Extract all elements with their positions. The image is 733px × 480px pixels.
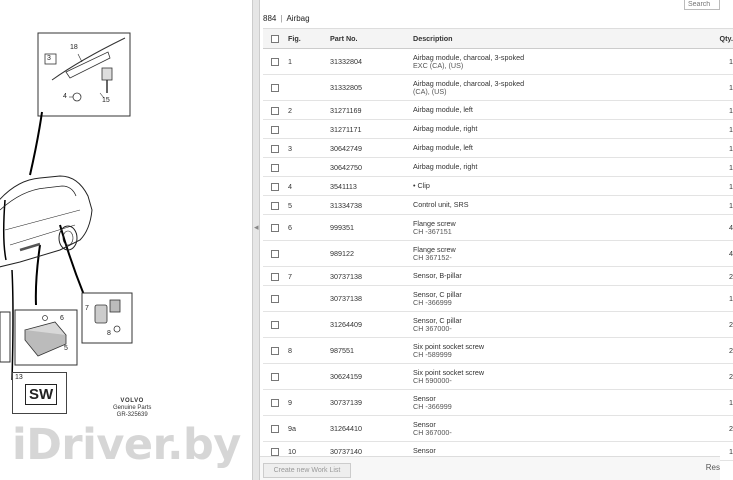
sw-label: SW [25, 384, 57, 405]
row-checkbox[interactable] [271, 58, 279, 66]
cell-qty: 1 [698, 286, 733, 312]
description-condition: EXC (CA), (US) [413, 60, 464, 70]
cell-qty: 2 [698, 267, 733, 286]
table-row[interactable] [263, 215, 733, 241]
cell-description [413, 75, 698, 101]
cell-qty: 1 [698, 196, 733, 215]
header-qty[interactable]: Qty. [698, 29, 733, 49]
description-main: Six point socket screw [413, 341, 485, 351]
description-main: Control unit, SRS [413, 200, 469, 209]
cell-description [413, 416, 698, 442]
cell-qty: 1 [698, 177, 733, 196]
row-checkbox[interactable] [271, 126, 279, 134]
cell-description [413, 215, 698, 241]
cell-fig [288, 312, 330, 338]
cell-description [413, 267, 698, 286]
cell-fig [288, 120, 330, 139]
cell-qty: 1 [698, 49, 733, 75]
description-condition: CH 367152- [413, 252, 452, 262]
row-checkbox[interactable] [271, 295, 279, 303]
callout-3: 3 [47, 55, 51, 62]
callout-18: 18 [70, 44, 78, 51]
cell-fig: 6 [288, 215, 330, 241]
cell-part-no: 30737138 [330, 267, 413, 286]
table-row[interactable] [263, 196, 733, 215]
row-checkbox[interactable] [271, 321, 279, 329]
section-heading [263, 14, 310, 23]
description-condition: CH 367000- [413, 323, 452, 333]
brand-name: VOLVO [120, 398, 144, 404]
cell-qty: 1 [698, 139, 733, 158]
row-checkbox[interactable] [271, 84, 279, 92]
volvo-brand-mark [113, 398, 151, 419]
cell-qty: 2 [698, 312, 733, 338]
cell-qty: 2 [698, 338, 733, 364]
table-row[interactable] [263, 338, 733, 364]
cell-description [413, 390, 698, 416]
parts-table-container[interactable] [263, 28, 733, 456]
table-row[interactable] [263, 416, 733, 442]
description-condition: CH -367151 [413, 226, 452, 236]
cell-fig [288, 364, 330, 390]
cell-fig: 2 [288, 101, 330, 120]
cell-fig: 9a [288, 416, 330, 442]
parts-table [263, 28, 733, 461]
table-row[interactable] [263, 158, 733, 177]
cell-part-no: 30642750 [330, 158, 413, 177]
description-condition: CH 367000- [413, 427, 452, 437]
cell-qty: 4 [698, 215, 733, 241]
description-main: Airbag module, left [413, 143, 473, 152]
header-part-no[interactable]: Part No. [330, 29, 413, 49]
parts-list-pane [260, 0, 733, 480]
row-checkbox[interactable] [271, 347, 279, 355]
row-checkbox[interactable] [271, 399, 279, 407]
table-row[interactable] [263, 241, 733, 267]
description-main: Sensor [413, 419, 436, 429]
table-row[interactable] [263, 364, 733, 390]
description-main: Six point socket screw [413, 367, 485, 377]
parts-diagram[interactable] [0, 0, 252, 480]
callout-5: 5 [64, 345, 68, 352]
section-title: Airbag [286, 14, 310, 23]
row-checkbox[interactable] [271, 448, 279, 456]
row-checkbox[interactable] [271, 224, 279, 232]
cell-part-no: 30624159 [330, 364, 413, 390]
header-description[interactable]: Description [413, 29, 698, 49]
cell-qty: 1 [698, 75, 733, 101]
callout-4: 4 [63, 93, 67, 100]
cell-fig: 9 [288, 390, 330, 416]
create-work-list-button[interactable]: Create new Work List [263, 463, 351, 478]
watermark: iDriver.by [12, 420, 241, 470]
table-row[interactable] [263, 312, 733, 338]
table-row[interactable] [263, 101, 733, 120]
cell-qty: 4 [698, 241, 733, 267]
callout-6: 6 [60, 315, 64, 322]
cell-fig: 3 [288, 139, 330, 158]
row-checkbox[interactable] [271, 373, 279, 381]
cell-description [413, 49, 698, 75]
callout-13: 13 [15, 374, 23, 381]
cell-fig: 1 [288, 49, 330, 75]
select-all-checkbox[interactable] [271, 35, 279, 43]
cell-part-no: 31271171 [330, 120, 413, 139]
table-row[interactable] [263, 49, 733, 75]
description-main: Airbag module, charcoal, 3-spoked [413, 78, 525, 88]
cell-qty: 1 [698, 442, 733, 461]
heading-separator: | [280, 14, 283, 23]
cell-fig: 10 [288, 442, 330, 461]
description-main: Airbag module, right [413, 124, 478, 133]
cell-part-no: 31332805 [330, 75, 413, 101]
table-row[interactable] [263, 177, 733, 196]
cell-fig: 4 [288, 177, 330, 196]
callout-15: 15 [102, 97, 110, 104]
description-main: Sensor [413, 446, 436, 455]
cell-qty: 2 [698, 416, 733, 442]
row-checkbox[interactable] [271, 202, 279, 210]
description-main: Sensor, B-pillar [413, 271, 462, 280]
cell-fig [288, 241, 330, 267]
cell-part-no: 30642749 [330, 139, 413, 158]
cell-fig [288, 286, 330, 312]
table-row[interactable] [263, 139, 733, 158]
cell-description [413, 139, 698, 158]
cell-description [413, 101, 698, 120]
cell-part-no: 999351 [330, 215, 413, 241]
cell-part-no: 30737140 [330, 442, 413, 461]
cell-fig: 5 [288, 196, 330, 215]
description-condition: CH 590000- [413, 375, 452, 385]
row-checkbox[interactable] [271, 164, 279, 172]
cell-qty: 2 [698, 364, 733, 390]
search-input[interactable] [684, 0, 720, 10]
cell-part-no: 31264409 [330, 312, 413, 338]
description-main: Airbag module, left [413, 105, 473, 114]
cell-fig: 8 [288, 338, 330, 364]
description-condition: (CA), (US) [413, 86, 447, 96]
cell-description [413, 338, 698, 364]
row-checkbox[interactable] [271, 250, 279, 258]
description-main: Sensor, C pillar [413, 289, 462, 299]
cell-description [413, 120, 698, 139]
footer-bar [260, 456, 720, 480]
table-row[interactable] [263, 390, 733, 416]
cell-fig [288, 75, 330, 101]
cell-description [413, 286, 698, 312]
cell-part-no: 989122 [330, 241, 413, 267]
cell-qty: 1 [698, 120, 733, 139]
description-main: Airbag module, charcoal, 3-spoked [413, 52, 525, 62]
cell-description [413, 177, 698, 196]
cell-part-no: 30737139 [330, 390, 413, 416]
cell-part-no: 31332804 [330, 49, 413, 75]
cell-description [413, 158, 698, 177]
table-row[interactable] [263, 286, 733, 312]
description-main: Sensor [413, 393, 436, 403]
cell-description [413, 196, 698, 215]
brand-subtitle: Genuine Parts [113, 405, 152, 411]
table-header-row [263, 29, 733, 49]
cell-part-no: 31264410 [330, 416, 413, 442]
row-checkbox[interactable] [271, 145, 279, 153]
cell-qty: 1 [698, 101, 733, 120]
cell-description [413, 312, 698, 338]
section-group-number: 884 [263, 14, 277, 23]
description-main: Flange screw [413, 244, 456, 254]
cell-part-no: 30737138 [330, 286, 413, 312]
cell-part-no: 31334738 [330, 196, 413, 215]
description-main: Airbag module, right [413, 162, 478, 171]
description-main: Sensor, C pillar [413, 315, 462, 325]
callout-7: 7 [85, 305, 89, 312]
pane-splitter[interactable] [252, 0, 260, 480]
diagram-reference: GR-325639 [116, 412, 148, 418]
cell-part-no: 3541113 [330, 177, 413, 196]
cell-description [413, 364, 698, 390]
table-row[interactable] [263, 267, 733, 286]
cell-qty: 1 [698, 158, 733, 177]
sw-callout-box [12, 372, 67, 414]
description-condition: CH -366999 [413, 401, 452, 411]
row-checkbox[interactable] [271, 273, 279, 281]
row-checkbox[interactable] [271, 425, 279, 433]
description-main: • Clip [413, 181, 430, 190]
cell-part-no: 31271169 [330, 101, 413, 120]
cell-qty: 1 [698, 390, 733, 416]
row-checkbox[interactable] [271, 183, 279, 191]
table-row[interactable] [263, 120, 733, 139]
callout-8: 8 [107, 330, 111, 337]
description-condition: CH -589999 [413, 349, 452, 359]
splitter-grip-icon[interactable]: ◂ [254, 222, 259, 232]
cell-part-no: 987551 [330, 338, 413, 364]
cell-fig [288, 158, 330, 177]
cell-description [413, 241, 698, 267]
header-fig[interactable]: Fig. [288, 29, 330, 49]
row-checkbox[interactable] [271, 107, 279, 115]
table-row[interactable] [263, 75, 733, 101]
reset-link[interactable]: Res [705, 463, 720, 472]
description-condition: CH -366999 [413, 297, 452, 307]
description-main: Flange screw [413, 218, 456, 228]
cell-fig: 7 [288, 267, 330, 286]
